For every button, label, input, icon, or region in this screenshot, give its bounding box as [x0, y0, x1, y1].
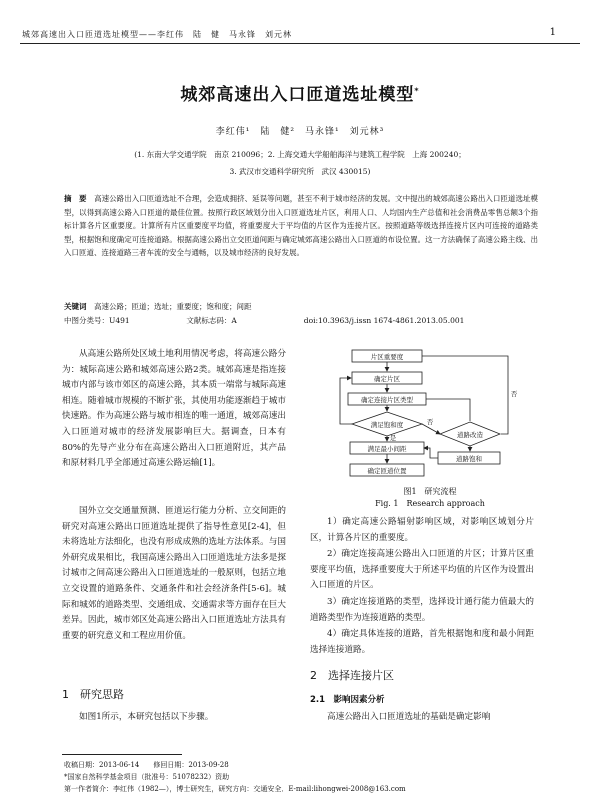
header-rule [20, 43, 580, 44]
paper-title: 城郊高速出入口匝道选址模型* [180, 85, 420, 105]
flow-label-select-area: 确定片区 [374, 375, 400, 383]
section-1-text: 如图1所示，本研究包括以下步骤。 [79, 712, 214, 722]
flow-label-saturation-check: 满足饱和度 [370, 421, 404, 429]
step-2: 2）确定连接高速公路出入口匝道的片区；计算片区重要度平均值，选择重要度大于所述平均值的片区作为设置出入口匝道的片区。 [310, 549, 534, 591]
footnote-author: 第一作者简介：李红伟（1982—），博士研究生，研究方向：交通安全．E-mail:lihongwei-2008@163.com [64, 785, 406, 793]
step-3: 3）确定连接道路的类型，选择设计通行能力值最大的道路类型作为连接道路的类型。 [310, 597, 534, 623]
page-number: 1 [549, 27, 556, 38]
flow-no-label-right: 否 [510, 390, 518, 398]
step-1: 1）确定高速公路辐射影响区域，对影响区域划分片区，计算各片区的重要度。 [310, 517, 534, 543]
flow-label-min-spacing: 满足最小间距 [367, 445, 407, 453]
subsection-2-1-heading: 2.1 影响因素分析 [310, 695, 385, 705]
figure-caption-cn: 图1 研究流程 [403, 487, 457, 496]
footnote-dates: 收稿日期：2013-06-14 修回日期：2013-09-28 [64, 761, 229, 769]
intro-paragraph-2: 国外立交交通量预测、匝道运行能力分析、立交间距的研究对高速公路出口匝道选址提供了指导性意见[2-4]，但未将选址方法细化，也没有形成成熟的选址方法体系。与国外研究成果相比，我国高速公路出入口匝道选址方法多是探讨城市之间高速公路出入口匝道选址的一般原则，包括立地立交设置的道路条件、交通条件和社会经济条件[5-6]。城际和城郊的道路类型、交通组成、交通需求等方面存在巨大差异。因此，城市郊区处高速公路出入口匝道选址方法具有重要的研究意义和工程应用价值。 [62, 506, 286, 641]
affiliation-line-1: (1. 东南大学交通学院 南京 210096；2. 上海交通大学船舶海洋与建筑工程学院 上海 200240； [134, 150, 466, 159]
keywords: 关键词 高速公路；匝道；选址；重要度；饱和度；间距 [64, 302, 252, 311]
flow-label-final: 确定匝道位置 [367, 467, 407, 475]
flow-no-label: 否 [426, 418, 434, 426]
footnote-rule [62, 754, 182, 755]
section-1-heading: 1 研究思路 [62, 688, 124, 701]
flow-label-area-importance: 片区重要度 [370, 353, 404, 361]
affiliation-line-2: 3. 武汉市交通科学研究所 武汉 430015) [229, 167, 371, 176]
flow-label-road-saturation: 道路饱和 [456, 455, 482, 463]
subsection-2-1-text: 高速公路出入口匝道选址的基础是确定影响 [327, 712, 491, 722]
figure-caption-en: Fig. 1 Research approach [375, 499, 485, 508]
flow-label-connect-type: 确定连接片区类型 [361, 396, 413, 404]
clc-code: 中图分类号：U491 [64, 316, 130, 325]
footnote-funding: *国家自然科学基金项目（批准号：51078232）资助 [64, 773, 230, 781]
running-header: 城郊高速出入口匝道选址模型——李红伟 陆 健 马永锋 刘元林 [22, 30, 292, 39]
intro-paragraph-1: 从高速公路所处区域土地利用情况考虑，将高速公路分为：城际高速公路和城郊高速公路2类。城郊高速是指连接城市内部与该市郊区的高速公路，其本质一端常与城际高速相连。随着城市规模的不断扩张，其使用功能逐渐趋于城市快速路。作为高速公路与城市相连的唯一通道，城郊高速出入口匝道对城市的经济发展影响巨大。据调查，日本有80%的先导产业分布在高速公路出入口匝道附近，其产品和原材料几乎全部通过高速公路运输[1]。 [62, 349, 286, 469]
flow-label-road-upgrade: 道路改造 [457, 431, 483, 439]
abstract-label: 摘 要 [64, 194, 87, 203]
step-4: 4）确定具体连接的道路，首先根据饱和度和最小间距选择连接道路。 [310, 629, 534, 655]
authors: 李红伟¹ 陆 健² 马永锋¹ 刘元林³ [215, 127, 385, 137]
section-2-heading: 2 选择连接片区 [310, 669, 394, 682]
abstract-text: 高速公路出入口匝道选址不合理，会造成拥挤、延误等问题，甚至不利于城市经济的发展。文中提出的城郊高速公路出入口匝道选址模型，以得到高速公路入口匝道的最佳位置。按照行政区域划分出入口匝道选址片区，利用人口、人均国内生产总值和社会消费品零售总额3个指标计算各片区重要度。计算所有片区重要度平均值，将重要度大于平均值的片区作为连接片区。按照道路等级选择连接片区内可连接的道路类型，根据饱和度确定可连接道路。根据高速公路出立交匝道间距与确定城郊高速公路出入口匝道的布设位置。这一方法确保了高速公路主线、出入口匝道、连接道路三者车流的安全与通畅，以及城市经济的良好发展。 [64, 194, 539, 258]
doi: doi:10.3963/j.issn 1674-4861.2013.05.001 [303, 316, 465, 325]
doc-code: 文献标志码：A [186, 316, 237, 325]
classification-line [64, 315, 544, 326]
research-flowchart [330, 344, 530, 484]
abstract [64, 192, 538, 260]
flow-yes-label: 是 [389, 434, 397, 442]
